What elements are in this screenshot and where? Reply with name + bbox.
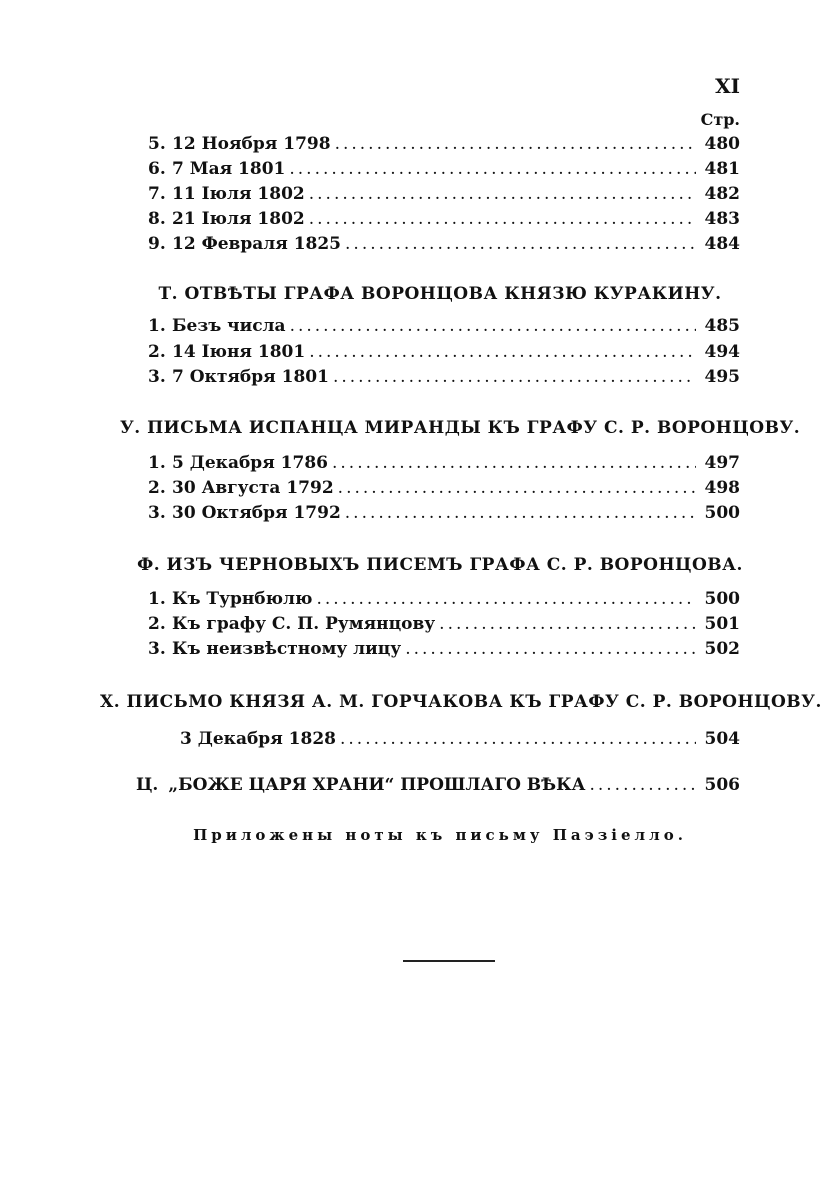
section-heading: Ф. ИЗЪ ЧЕРНОВЫХЪ ПИСЕМЪ ГРАФА С. Р. ВОРОНЦОВА. (137, 555, 743, 575)
dot-leader (290, 314, 696, 338)
entry-page: 500 (704, 503, 740, 523)
dot-leader (338, 476, 696, 500)
entry-page: 483 (704, 209, 740, 229)
entry-page: 480 (704, 134, 740, 154)
entry-number: 5. (148, 134, 166, 154)
dot-leader (309, 340, 696, 364)
dot-leader (589, 773, 696, 797)
toc-entry[interactable] (148, 476, 740, 500)
entry-page: 497 (704, 453, 740, 473)
dot-leader (335, 132, 696, 156)
entry-page: 504 (704, 729, 740, 749)
section-heading: У. ПИСЬМА ИСПАНЦА МИРАНДЫ КЪ ГРАФУ С. Р. ВОРОНЦОВУ. (120, 418, 801, 438)
toc-entry[interactable] (148, 207, 740, 231)
entry-number: 3. (148, 639, 166, 659)
toc-entry[interactable] (148, 612, 740, 636)
entry-title: Къ графу С. П. Румянцову (172, 614, 436, 634)
entry-page: 498 (704, 478, 740, 498)
entry-page: 485 (704, 316, 740, 336)
entry-number: 1. (148, 453, 166, 473)
entry-number: Ц. (136, 775, 159, 795)
section-heading: Х. ПИСЬМО КНЯЗЯ А. М. ГОРЧАКОВА КЪ ГРАФУ С. Р. ВОРОНЦОВУ. (100, 692, 822, 712)
page-number: XI (715, 74, 740, 98)
entry-page: 506 (704, 775, 740, 795)
toc-entry[interactable] (148, 501, 740, 525)
toc-entry[interactable] (148, 637, 740, 661)
entry-title: Безъ числа (172, 316, 286, 336)
toc-entry[interactable] (148, 314, 740, 338)
toc-entry[interactable] (148, 157, 740, 181)
entry-page: 482 (704, 184, 740, 204)
entry-title: 30 Августа 1792 (172, 478, 334, 498)
entry-number: 2. (148, 478, 166, 498)
entry-number: 1. (148, 316, 166, 336)
dot-leader (332, 451, 696, 475)
toc-entry[interactable] (148, 232, 740, 256)
dot-leader (439, 612, 696, 636)
entry-page: 495 (704, 367, 740, 387)
entry-page: 494 (704, 342, 740, 362)
entry-title: 11 Іюля 1802 (172, 184, 305, 204)
dot-leader (345, 501, 696, 525)
dot-leader (340, 727, 696, 751)
entry-title: 3 Декабря 1828 (180, 729, 336, 749)
entry-number: 9. (148, 234, 166, 254)
toc-entry[interactable] (136, 773, 740, 797)
entry-number: 2. (148, 342, 166, 362)
dot-leader (309, 182, 696, 206)
entry-page: 502 (704, 639, 740, 659)
toc-entry[interactable] (148, 340, 740, 364)
entry-page: 501 (704, 614, 740, 634)
toc-entry[interactable] (148, 365, 740, 389)
entry-title: 7 Мая 1801 (172, 159, 286, 179)
closing-rule (403, 960, 495, 962)
entry-title: 30 Октября 1792 (172, 503, 341, 523)
column-label: Стр. (700, 110, 740, 129)
toc-entry[interactable] (180, 727, 740, 751)
toc-entry[interactable] (148, 132, 740, 156)
entry-page: 481 (704, 159, 740, 179)
toc-entry[interactable] (148, 587, 740, 611)
dot-leader (333, 365, 696, 389)
entry-number: 2. (148, 614, 166, 634)
dot-leader (405, 637, 696, 661)
entry-title: 12 Ноября 1798 (172, 134, 331, 154)
dot-leader (345, 232, 696, 256)
entry-title: „БОЖЕ ЦАРЯ ХРАНИ“ ПРОШЛАГО ВѢКА (168, 775, 586, 795)
entry-number: 6. (148, 159, 166, 179)
dot-leader (289, 157, 696, 181)
entry-page: 484 (704, 234, 740, 254)
entry-number: 1. (148, 589, 166, 609)
entry-title: Къ неизвѣстному лицу (172, 639, 402, 659)
entry-title: 14 Іюня 1801 (172, 342, 306, 362)
entry-title: 12 Февраля 1825 (172, 234, 342, 254)
section-heading: Т. ОТВѢТЫ ГРАФА ВОРОНЦОВА КНЯЗЮ КУРАКИНУ. (158, 284, 722, 304)
toc-entry[interactable] (148, 182, 740, 206)
entry-title: 21 Іюля 1802 (172, 209, 305, 229)
entry-number: 8. (148, 209, 166, 229)
entry-number: 3. (148, 503, 166, 523)
toc-entry[interactable] (148, 451, 740, 475)
entry-number: 7. (148, 184, 166, 204)
dot-leader (309, 207, 696, 231)
entry-title: Къ Турнбюлю (172, 589, 313, 609)
dot-leader (316, 587, 696, 611)
entry-page: 500 (704, 589, 740, 609)
entry-title: 7 Октября 1801 (172, 367, 329, 387)
appendix-note: Приложены ноты къ письму Паэзіелло. (193, 826, 687, 844)
entry-title: 5 Декабря 1786 (172, 453, 328, 473)
entry-number: 3. (148, 367, 166, 387)
